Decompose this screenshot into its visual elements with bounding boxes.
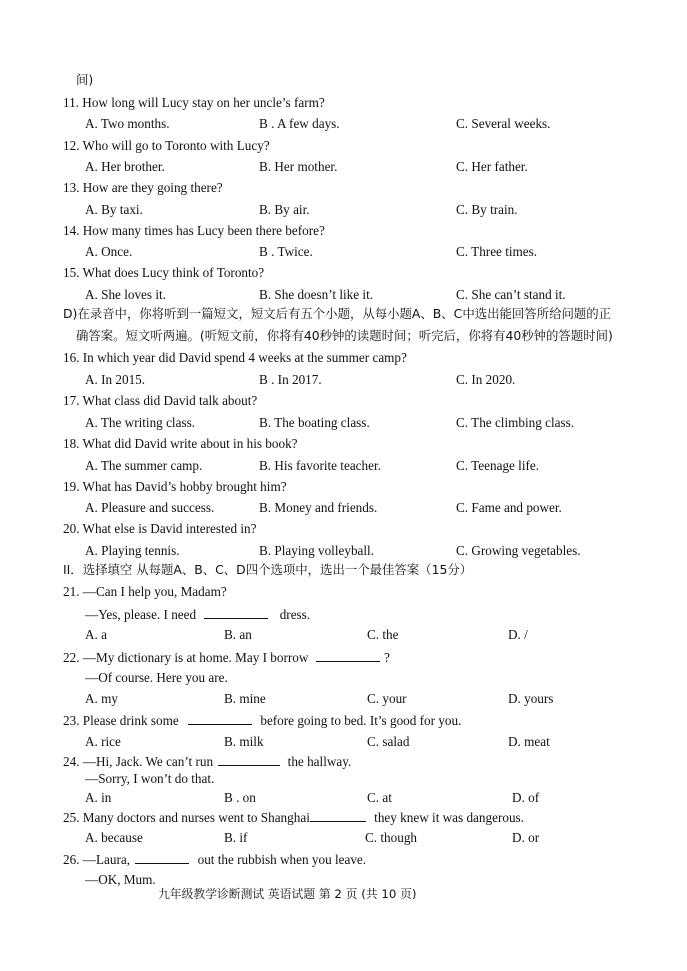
option-b: B. milk bbox=[224, 734, 264, 749]
dialogue-line: —Sorry, I won’t do that. bbox=[85, 771, 215, 786]
option-b: B. Her mother. bbox=[259, 159, 338, 174]
stem-text-before: 26. —Laura, bbox=[63, 852, 131, 867]
option-a: A. in bbox=[85, 790, 112, 805]
answer-blank bbox=[135, 852, 189, 864]
option-b: B. By air. bbox=[259, 202, 310, 217]
section-ii-heading: II．选择填空 从每题A、B、C、D四个选项中，选出一个最佳答案（15分） bbox=[63, 562, 473, 577]
question-stem: 21. —Can I help you, Madam? bbox=[63, 584, 227, 599]
option-c: C. Three times. bbox=[456, 244, 538, 259]
page-footer: 九年级教学诊断测试 英语试题 第 2 页 (共 10 页) bbox=[158, 887, 417, 901]
option-c: C. Her father. bbox=[456, 159, 528, 174]
option-c: C. Several weeks. bbox=[456, 116, 551, 131]
option-b: B. mine bbox=[224, 691, 266, 706]
option-b: B. if bbox=[224, 830, 248, 845]
answer-blank bbox=[310, 810, 366, 822]
option-a: A. Once. bbox=[85, 244, 133, 259]
question-stem: 17. What class did David talk about? bbox=[63, 393, 258, 408]
option-d: D. of bbox=[512, 790, 540, 805]
option-d: D. or bbox=[512, 830, 540, 845]
dialogue-line bbox=[85, 607, 310, 621]
question-stem bbox=[63, 810, 524, 824]
option-a: A. The writing class. bbox=[85, 415, 196, 430]
dialogue-line: —OK, Mum. bbox=[85, 872, 156, 887]
option-b: B. She doesn’t like it. bbox=[259, 287, 374, 302]
answer-blank bbox=[218, 754, 280, 766]
option-c: C. your bbox=[367, 691, 407, 706]
option-c: C. Growing vegetables. bbox=[456, 543, 581, 558]
option-b: B . A few days. bbox=[259, 116, 340, 131]
continued-text: 间) bbox=[76, 72, 94, 87]
stem-text-after: out the rubbish when you leave. bbox=[197, 852, 367, 867]
line-text-before: —Yes, please. I need bbox=[85, 607, 197, 622]
option-c: C. the bbox=[367, 627, 399, 642]
stem-text-after: before going to bed. It’s good for you. bbox=[260, 713, 462, 728]
question-stem: 19. What has David’s hobby brought him? bbox=[63, 479, 287, 494]
option-b: B. His favorite teacher. bbox=[259, 458, 381, 473]
option-c: C. though bbox=[365, 830, 418, 845]
question-stem bbox=[63, 852, 366, 866]
option-b: B. Playing volleyball. bbox=[259, 543, 375, 558]
question-stem bbox=[63, 713, 461, 727]
option-d: D. meat bbox=[508, 734, 550, 749]
option-c: C. Fame and power. bbox=[456, 500, 562, 515]
question-stem: 18. What did David write about in his book? bbox=[63, 436, 298, 451]
option-c: C. She can’t stand it. bbox=[456, 287, 566, 302]
answer-blank bbox=[316, 650, 380, 662]
option-d: D. yours bbox=[508, 691, 554, 706]
option-b: B . In 2017. bbox=[259, 372, 322, 387]
option-a: A. rice bbox=[85, 734, 121, 749]
question-stem bbox=[63, 650, 390, 664]
option-a: A. She loves it. bbox=[85, 287, 166, 302]
question-stem: 11. How long will Lucy stay on her uncle’s farm? bbox=[63, 95, 325, 110]
option-c: C. Teenage life. bbox=[456, 458, 540, 473]
option-b: B . Twice. bbox=[259, 244, 313, 259]
question-stem: 14. How many times has Lucy been there before? bbox=[63, 223, 325, 238]
question-stem: 16. In which year did David spend 4 weeks at the summer camp? bbox=[63, 350, 407, 365]
question-stem: 13. How are they going there? bbox=[63, 180, 223, 195]
option-c: C. at bbox=[367, 790, 392, 805]
option-a: A. Pleasure and success. bbox=[85, 500, 215, 515]
option-b: B . on bbox=[224, 790, 256, 805]
question-stem: 15. What does Lucy think of Toronto? bbox=[63, 265, 265, 280]
option-a: A. Playing tennis. bbox=[85, 543, 180, 558]
option-a: A. In 2015. bbox=[85, 372, 146, 387]
stem-text-before: 24. —Hi, Jack. We can’t run bbox=[63, 754, 214, 769]
option-b: B. an bbox=[224, 627, 252, 642]
option-a: A. my bbox=[85, 691, 118, 706]
option-a: A. because bbox=[85, 830, 143, 845]
option-c: C. salad bbox=[367, 734, 410, 749]
answer-blank bbox=[204, 607, 268, 619]
dialogue-line: —Of course. Here you are. bbox=[85, 670, 228, 685]
question-stem: 20. What else is David interested in? bbox=[63, 521, 257, 536]
option-a: A. a bbox=[85, 627, 107, 642]
answer-blank bbox=[188, 713, 252, 725]
stem-text-after: they knew it was dangerous. bbox=[374, 810, 524, 825]
stem-text-before: 23. Please drink some bbox=[63, 713, 179, 728]
stem-text-before: 22. —My dictionary is at home. May I borrow bbox=[63, 650, 309, 665]
stem-text-after: ? bbox=[384, 650, 390, 665]
option-a: A. The summer camp. bbox=[85, 458, 203, 473]
stem-text-after: the hallway. bbox=[287, 754, 352, 769]
instruction-line-1: D)在录音中，你将听到一篇短文，短文后有五个小题，从每小题A、B、C中选出能回答所给问题的正 bbox=[63, 306, 612, 321]
option-d: D. / bbox=[508, 627, 528, 642]
option-c: C. By train. bbox=[456, 202, 518, 217]
option-c: C. The climbing class. bbox=[456, 415, 575, 430]
option-c: C. In 2020. bbox=[456, 372, 516, 387]
option-b: B. Money and friends. bbox=[259, 500, 378, 515]
stem-text-before: 25. Many doctors and nurses went to Shanghai bbox=[63, 810, 310, 825]
option-a: A. By taxi. bbox=[85, 202, 143, 217]
line-text-after: dress. bbox=[279, 607, 311, 622]
option-b: B. The boating class. bbox=[259, 415, 370, 430]
question-stem bbox=[63, 754, 351, 768]
instruction-line-2: 确答案。短文听两遍。(听短文前，你将有40秒钟的读题时间；听完后，你将有40秒钟的答题时间) bbox=[76, 328, 613, 343]
option-a: A. Two months. bbox=[85, 116, 170, 131]
question-stem: 12. Who will go to Toronto with Lucy? bbox=[63, 138, 270, 153]
option-a: A. Her brother. bbox=[85, 159, 165, 174]
